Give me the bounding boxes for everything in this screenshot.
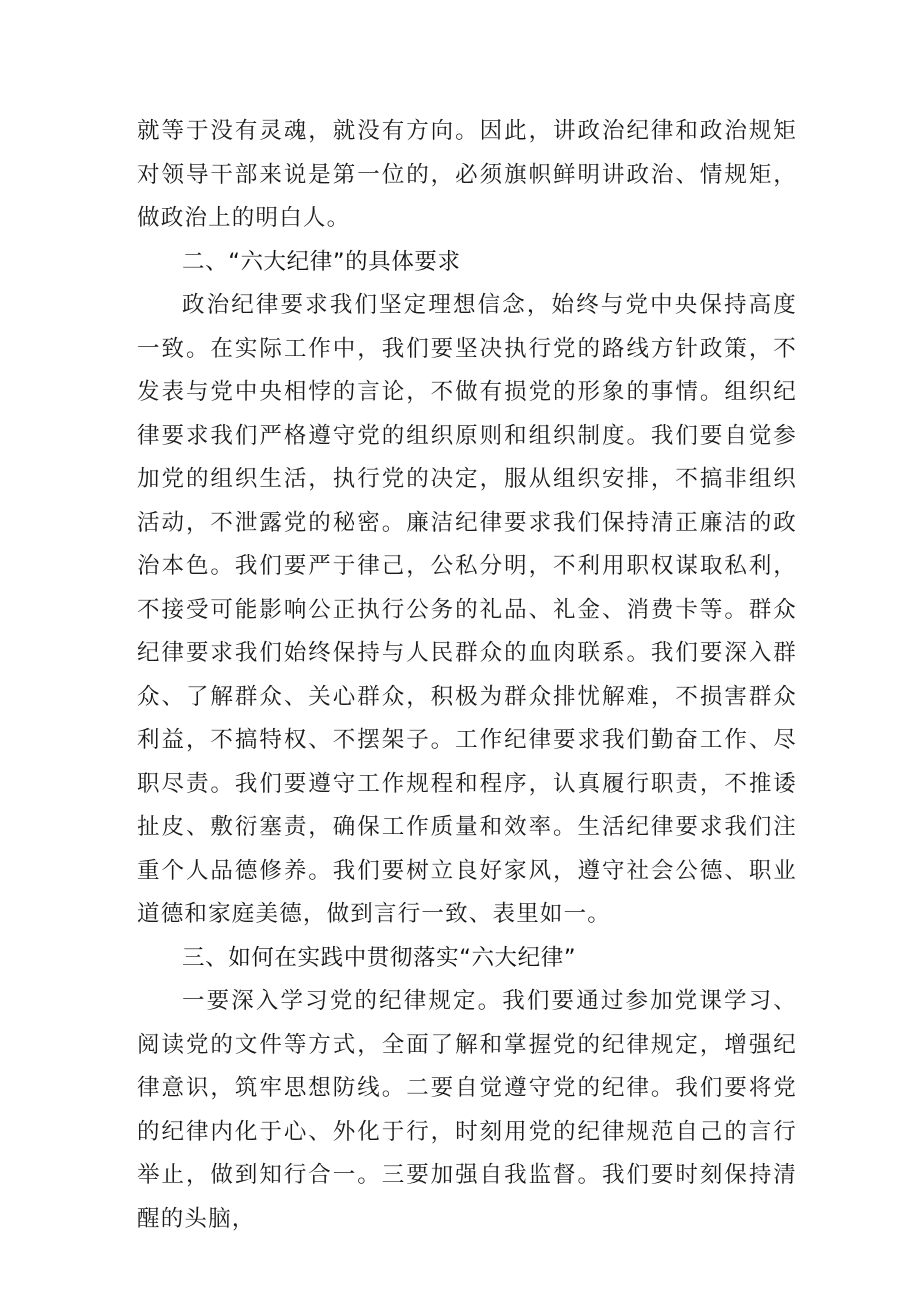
section-heading-two: 二、“六大纪律”的具体要求 [182, 248, 461, 275]
section-heading-three: 三、如何在实践中贯彻落实“六大纪律” [182, 944, 577, 971]
paragraph-continuation: 就等于没有灵魂，就没有方向。因此，讲政治纪律和政治规矩对领导干部来说是第一位的，必须旗帜鲜明讲政治、情规矩，做政治上的明白人。 [137, 118, 797, 231]
paragraph-six-disciplines-requirements: 政治纪律要求我们坚定理想信念，始终与党中央保持高度一致。在实际工作中，我们要坚决执行党的路线方针政策，不发表与党中央相悖的言论，不做有损党的形象的事情。组织纪律要求我们严格遵守党的组织原则和组织制度。我们要自觉参加党的组织生活，执行党的决定，服从组织安排，不搞非组织活动，不泄露党的秘密。廉洁纪律要求我们保持清正廉洁的政治本色。我们要严于律己，公私分明，不利用职权谋取私利，不接受可能影响公正执行公务的礼品、礼金、消费卡等。群众纪律要求我们始终保持与人民群众的血肉联系。我们要深入群众、了解群众、关心群众，积极为群众排忧解难，不损害群众利益，不搞特权、不摆架子。工作纪律要求我们勤奋工作、尽职尽责。我们要遵守工作规程和程序，认真履行职责，不推诿扯皮、敷衍塞责，确保工作质量和效率。生活纪律要求我们注重个人品德修养。我们要树立良好家风，遵守社会公德、职业道德和家庭美德，做到言行一致、表里如一。 [137, 292, 797, 927]
paragraph-implementation: 一要深入学习党的纪律规定。我们要通过参加党课学习、阅读党的文件等方式，全面了解和掌握党的纪律规定，增强纪律意识，筑牢思想防线。二要自觉遵守党的纪律。我们要将党的纪律内化于心、外化于行，时刻用党的纪律规范自己的言行举止，做到知行合一。三要加强自我监督。我们要时刻保持清醒的头脑， [137, 988, 797, 1232]
document-body [137, 110, 797, 1241]
